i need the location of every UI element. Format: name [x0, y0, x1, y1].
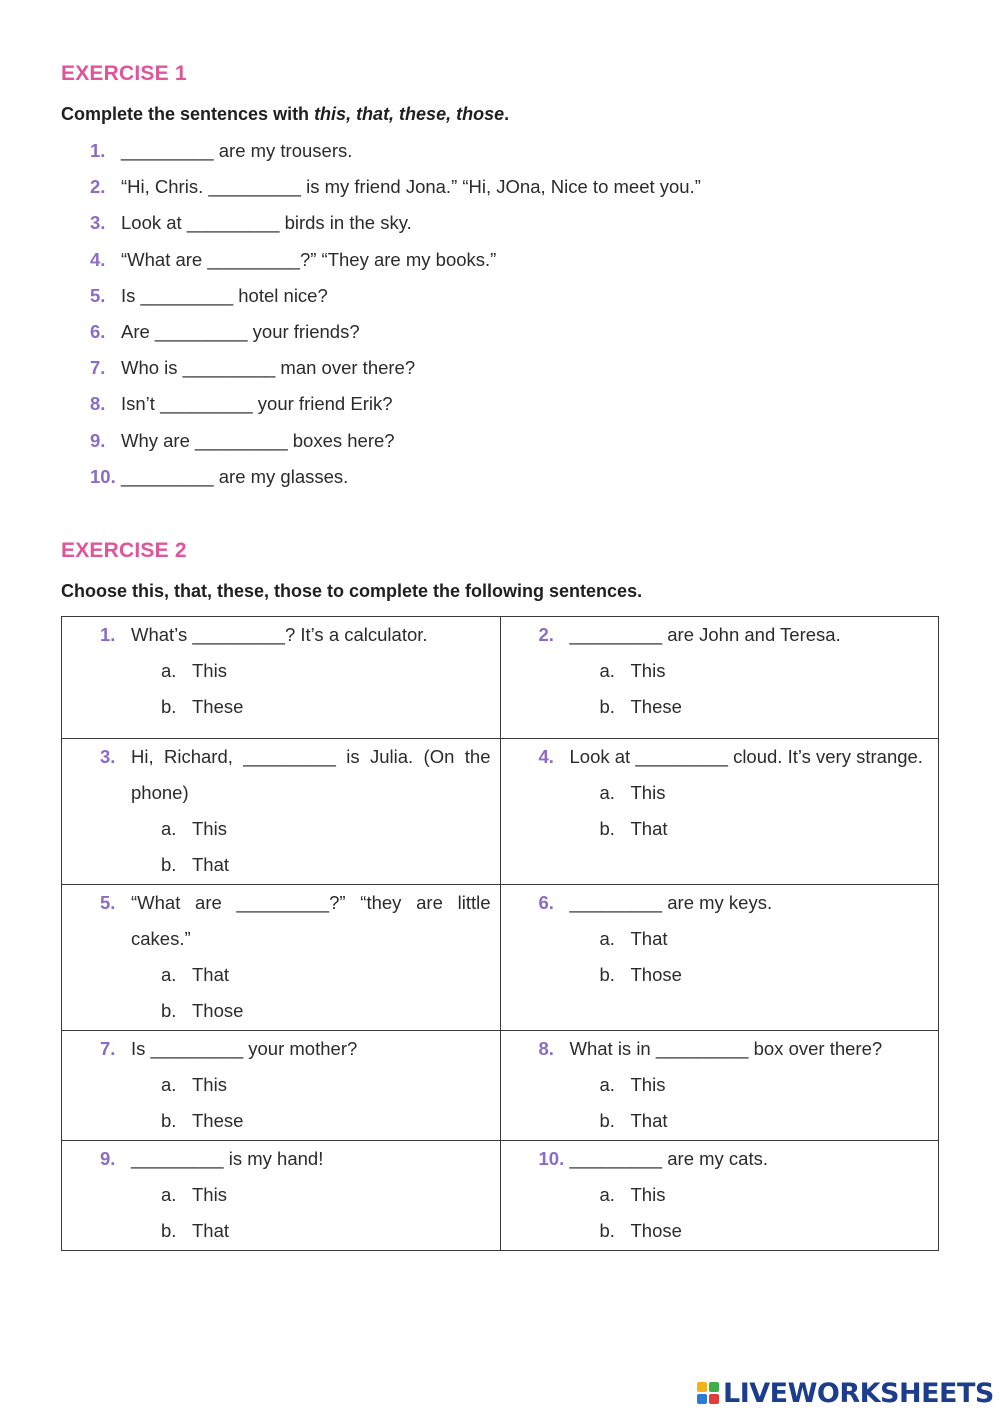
- question-text: _________ is my hand!: [131, 1148, 324, 1169]
- list-item: 9. Why are _________ boxes here?: [90, 429, 395, 451]
- exercise1-list: [90, 133, 701, 495]
- option-a[interactable]: a. This: [161, 1184, 227, 1205]
- question-cell: 3. Hi, Richard, _________ is Julia. (On the phone) a. This b. That: [62, 739, 501, 885]
- option-b[interactable]: b. That: [599, 818, 668, 839]
- exercise2-heading: EXERCISE 2: [61, 539, 187, 562]
- table-row: [62, 1141, 939, 1251]
- list-item: 1. _________ are my trousers.: [90, 140, 353, 161]
- question-text: Look at _________ cloud. It’s very strange.: [569, 746, 923, 767]
- exercise2-table: [61, 616, 939, 1251]
- question-cell: 10. _________ are my cats. a. This b. Those: [500, 1141, 939, 1251]
- option-a[interactable]: a. This: [161, 818, 227, 839]
- list-item: 10. _________ are my glasses.: [90, 465, 349, 487]
- exercise2-instruction: Choose this, that, these, those to complete the following sentences.: [61, 581, 643, 601]
- question-text: _________ are my keys.: [569, 892, 773, 913]
- list-item: 2. “Hi, Chris. _________ is my friend Jona.” “Hi, JOna, Nice to meet you.”: [90, 176, 701, 198]
- question-cell: 8. What is in _________ box over there? a. This b. That: [500, 1031, 939, 1141]
- question-text: Is _________ your mother?: [131, 1038, 358, 1059]
- option-a[interactable]: a. This: [599, 660, 666, 681]
- question-cell: 4. Look at _________ cloud. It’s very strange. a. This b. That: [500, 739, 939, 885]
- list-item: 7. Who is _________ man over there?: [90, 357, 416, 379]
- table-row: [62, 885, 939, 1031]
- question-text: Hi, Richard, _________ is Julia. (On the phone): [131, 746, 491, 803]
- question-text: What is in _________ box over there?: [569, 1038, 883, 1059]
- list-item: 8. Isn’t _________ your friend Erik?: [90, 393, 393, 415]
- question-cell: 2. _________ are John and Teresa. a. This b. These: [500, 617, 939, 739]
- question-cell: 6. _________ are my keys. a. That b. Those: [500, 885, 939, 1031]
- option-a[interactable]: a. That: [599, 928, 668, 949]
- list-item: 6. Are _________ your friends?: [90, 320, 360, 342]
- question-text: _________ are John and Teresa.: [569, 624, 841, 645]
- table-row: [62, 739, 939, 885]
- option-b[interactable]: b. That: [161, 1220, 230, 1241]
- liveworksheets-logo: [697, 1376, 994, 1410]
- option-a[interactable]: a. This: [599, 1184, 666, 1205]
- option-a[interactable]: a. This: [161, 660, 227, 681]
- list-item: 3. Look at _________ birds in the sky.: [90, 212, 412, 234]
- option-b[interactable]: b. These: [161, 696, 244, 717]
- list-item: 5. Is _________ hotel nice?: [90, 284, 328, 306]
- option-a[interactable]: a. This: [161, 1074, 227, 1095]
- question-cell: 7. Is _________ your mother? a. This b. These: [62, 1031, 501, 1141]
- table-row: [62, 617, 939, 739]
- list-item: 4. “What are _________?” “They are my books.”: [90, 248, 497, 270]
- option-b[interactable]: b. That: [161, 854, 230, 875]
- exercise1-heading: EXERCISE 1: [61, 62, 187, 85]
- question-cell: 5. “What are _________?” “they are little cakes.” a. That b. Those: [62, 885, 501, 1031]
- option-b[interactable]: b. Those: [161, 1000, 244, 1021]
- option-b[interactable]: b. Those: [599, 964, 682, 985]
- option-a[interactable]: a. This: [599, 782, 666, 803]
- exercise1-instruction: Complete the sentences with this, that, these, those.: [61, 104, 510, 124]
- question-cell: 1. What’s _________? It’s a calculator. a. This b. These: [62, 617, 501, 739]
- option-b[interactable]: b. Those: [599, 1220, 682, 1241]
- option-a[interactable]: a. This: [599, 1074, 666, 1095]
- question-text: What’s _________? It’s a calculator.: [131, 624, 428, 645]
- question-cell: 9. _________ is my hand! a. This b. That: [62, 1141, 501, 1251]
- logo-mark-icon: [697, 1382, 719, 1404]
- logo-text: LIVEWORKSHEETS: [723, 1377, 994, 1409]
- question-text: _________ are my cats.: [569, 1148, 768, 1169]
- question-text: “What are _________?” “they are little cakes.”: [131, 892, 491, 949]
- table-row: [62, 1031, 939, 1141]
- option-a[interactable]: a. That: [161, 964, 230, 985]
- option-b[interactable]: b. That: [599, 1110, 668, 1131]
- option-b[interactable]: b. These: [599, 696, 682, 717]
- option-b[interactable]: b. These: [161, 1110, 244, 1131]
